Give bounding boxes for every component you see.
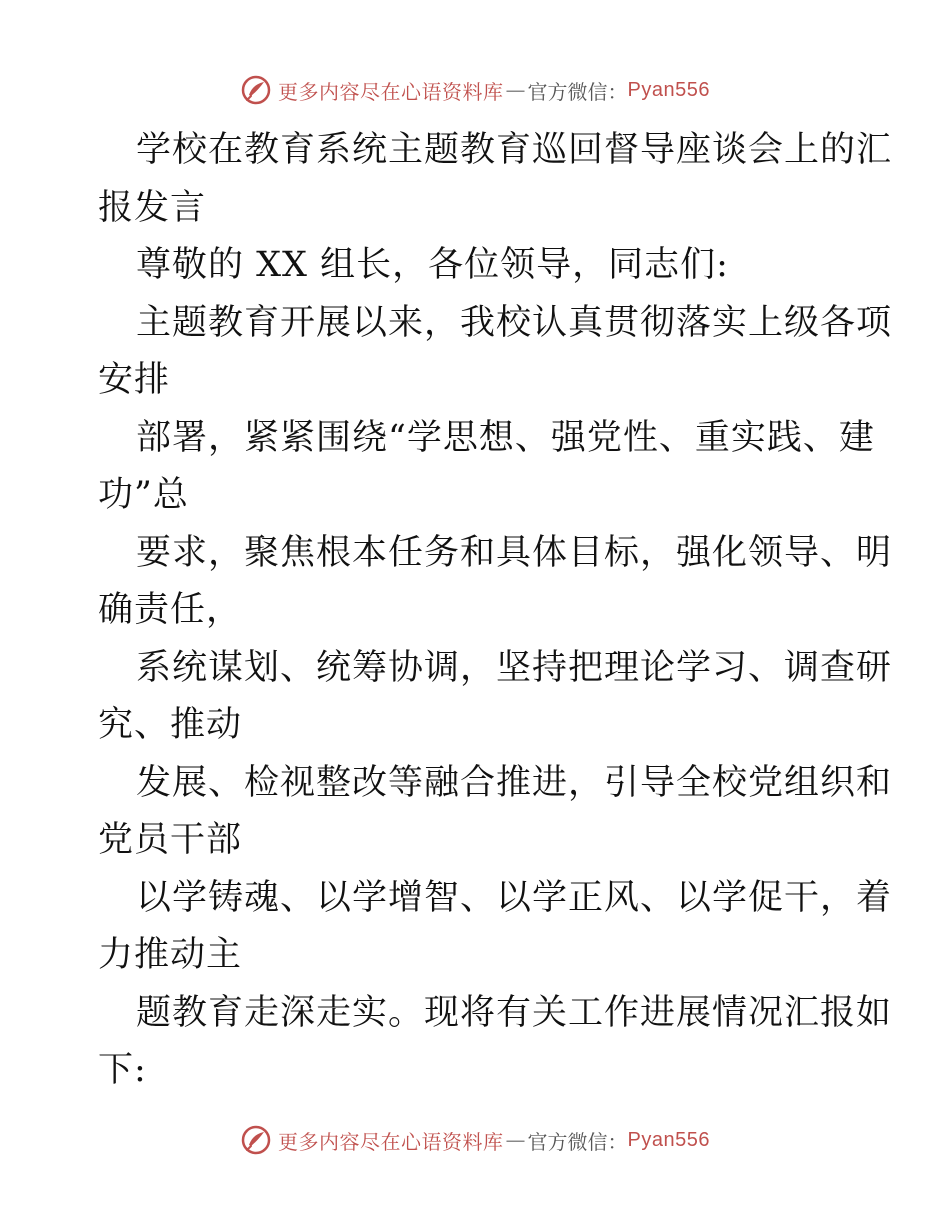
paragraph-line: 主题教育开展以来，我校认真贯彻落实上级各项 [136, 302, 893, 343]
watermark-brand-text: 更多内容尽在心语资料库 [278, 79, 504, 104]
watermark-footer [0, 1122, 950, 1158]
paragraph-line: 下: [98, 1050, 147, 1090]
watermark-brand-text: 更多内容尽在心语资料库 [278, 1129, 504, 1154]
paragraph-line: 力推动主 [98, 935, 243, 975]
paragraph-line: 究、推动 [98, 705, 243, 745]
brand-logo-icon [240, 1124, 272, 1156]
paragraph-line: 党员干部 [98, 820, 243, 860]
paragraph-line: 安排 [98, 360, 171, 400]
watermark-header [0, 72, 950, 108]
document-title-line-1: 学校在教育系统主题教育巡回督导座谈会上的汇 [136, 130, 893, 170]
watermark-official-label: 官方微信： [527, 79, 628, 104]
watermark-dash: — [505, 1128, 526, 1152]
paragraph-line: 功”总 [98, 475, 189, 515]
salutation: 尊敬的 XX 组长，各位领导，同志们: [136, 245, 729, 285]
paragraph-line: 以学铸魂、以学增智、以学正风、以学促干，着 [136, 877, 893, 918]
paragraph-line: 要求，聚焦根本任务和具体目标，强化领导、明 [136, 532, 893, 573]
watermark-dash: — [505, 78, 526, 102]
paragraph-line: 题教育走深走实。现将有关工作进展情况汇报如 [136, 992, 893, 1033]
paragraph-line: 部署，紧紧围绕“学思想、强党性、重实践、建 [136, 417, 875, 458]
brand-logo-icon [240, 74, 272, 106]
paragraph-line: 发展、检视整改等融合推进，引导全校党组织和 [136, 762, 893, 803]
document-title-line-2: 报发言 [98, 187, 207, 228]
watermark-wechat-id: Pyan556 [627, 1128, 710, 1151]
paragraph-line: 确责任， [98, 590, 243, 630]
document-body [98, 122, 893, 1100]
watermark-official-label: 官方微信： [527, 1129, 628, 1154]
paragraph-line: 系统谋划、统筹协调，坚持把理论学习、调查研 [136, 647, 893, 688]
watermark-wechat-id: Pyan556 [627, 78, 710, 101]
